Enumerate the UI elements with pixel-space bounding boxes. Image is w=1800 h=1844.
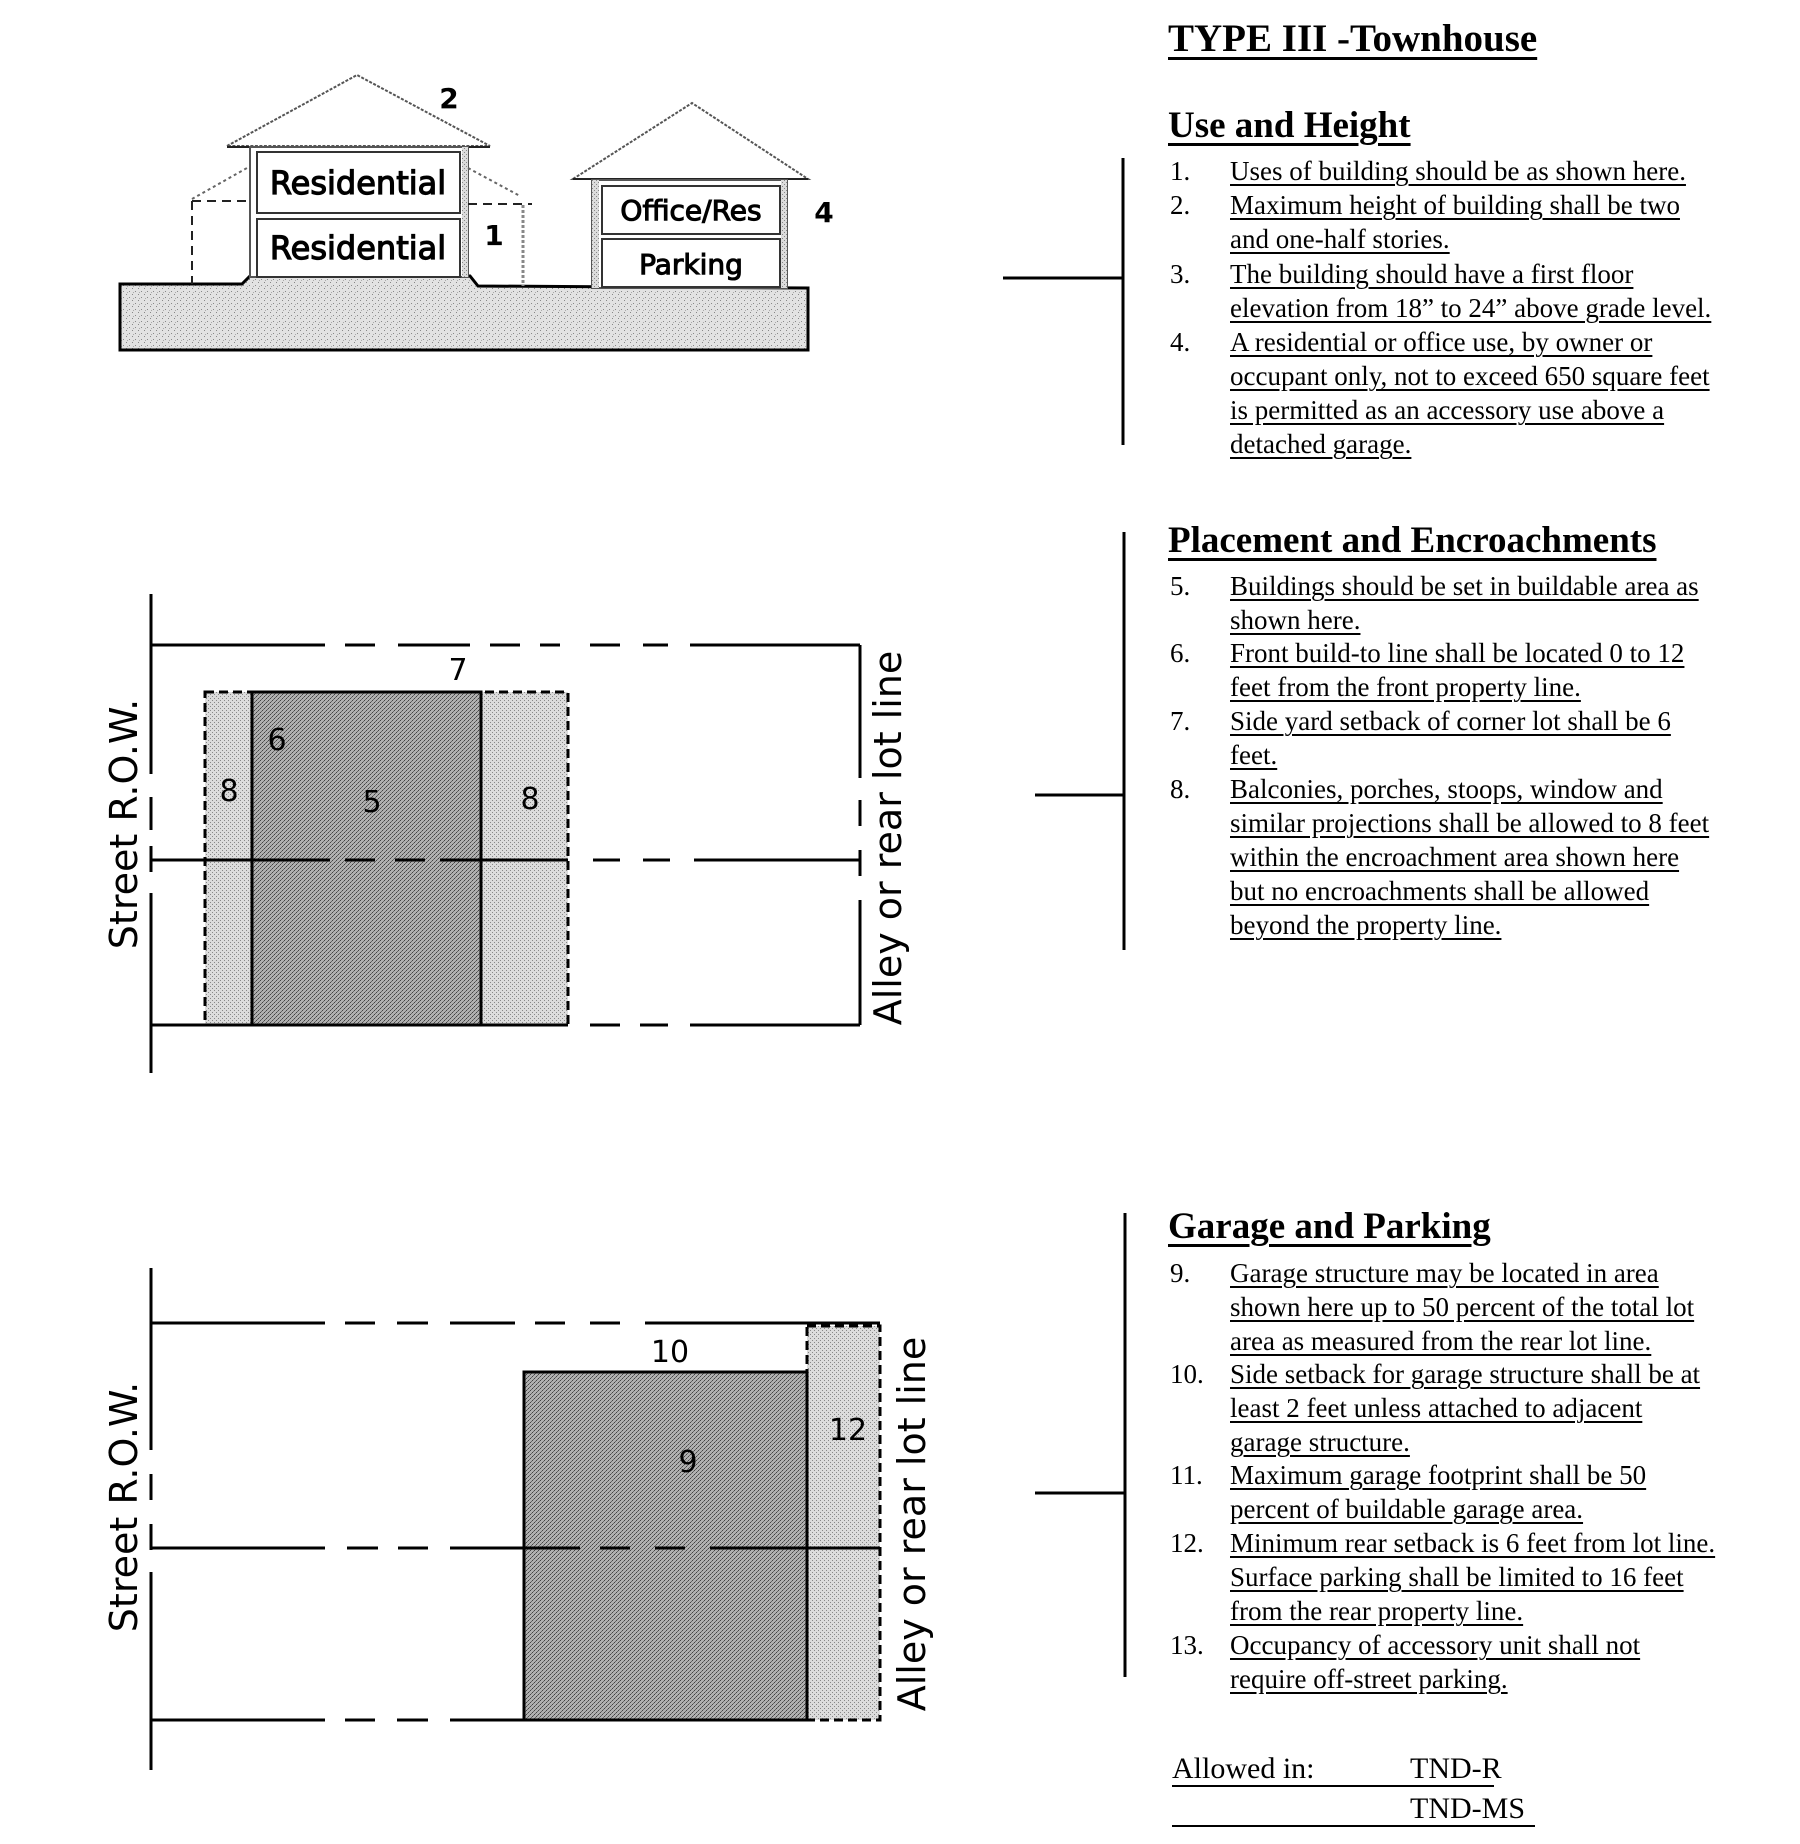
item-text-line: is permitted as an accessory use above a: [1230, 395, 1665, 425]
rear-lot-label: Alley or rear lot line: [866, 650, 910, 1026]
placement-diagram: [102, 594, 910, 1073]
item-text-line: Maximum garage footprint shall be 50: [1230, 1460, 1647, 1490]
item-text-line: area as measured from the rear lot line.: [1230, 1326, 1652, 1356]
item-number: 2.: [1170, 190, 1191, 220]
item-text-line: Surface parking shall be limited to 16 feet: [1230, 1562, 1684, 1592]
item-number: 1.: [1170, 156, 1191, 186]
item-text-line: within the encroachment area shown here: [1230, 842, 1680, 872]
item-number: 13.: [1170, 1630, 1204, 1660]
garage-roof: [573, 103, 808, 179]
callout-10: 10: [650, 1335, 690, 1370]
item-number: 9.: [1170, 1258, 1191, 1288]
rear-setback-area: [807, 1326, 880, 1720]
callout-6: 6: [267, 723, 287, 758]
callout-12: 12: [828, 1413, 868, 1448]
item-text-line: The building should have a first floor: [1230, 259, 1634, 289]
item-text-line: similar projections shall be allowed to 8 feet: [1230, 808, 1710, 838]
item-text-line: Balconies, porches, stoops, window and: [1230, 774, 1663, 804]
item-text-line: percent of buildable garage area.: [1230, 1494, 1584, 1524]
item-number: 11.: [1170, 1460, 1203, 1490]
callout-4: 4: [814, 196, 834, 229]
item-text-line: but no encroachments shall be allowed: [1230, 876, 1650, 906]
item-number: 6.: [1170, 638, 1191, 668]
elevation-diagram: [120, 75, 834, 350]
allowed-label: Allowed in:: [1172, 1752, 1315, 1785]
item-number: 5.: [1170, 571, 1191, 601]
callout-1: 1: [484, 219, 504, 252]
item-text-line: from the rear property line.: [1230, 1596, 1524, 1626]
item-text-line: Side yard setback of corner lot shall be 6: [1230, 706, 1671, 736]
allowed-underline-2: [1172, 1825, 1535, 1827]
item-text-line: detached garage.: [1230, 429, 1412, 459]
item-text-line: A residential or office use, by owner or: [1230, 327, 1653, 357]
item-number: 10.: [1170, 1359, 1204, 1389]
item-text-line: elevation from 18” to 24” above grade level.: [1230, 293, 1712, 323]
allowed-district-2: TND-MS: [1410, 1792, 1526, 1825]
item-number: 4.: [1170, 327, 1191, 357]
item-number: 8.: [1170, 774, 1191, 804]
item-number: 3.: [1170, 259, 1191, 289]
upper-room-label: Residential: [269, 164, 447, 202]
section-heading-placement: Placement and Encroachments: [1168, 520, 1657, 561]
item-text-line: Maximum height of building shall be two: [1230, 190, 1680, 220]
lower-room-label: Residential: [269, 229, 447, 267]
item-text-line: and one-half stories.: [1230, 224, 1450, 254]
item-text-line: Uses of building should be as shown here.: [1230, 156, 1686, 186]
item-text-line: require off-street parking.: [1230, 1664, 1508, 1694]
section-brackets: [1003, 158, 1125, 1677]
item-text-line: shown here.: [1230, 605, 1361, 635]
callout-8-left: 8: [219, 774, 239, 809]
garage-upper-label: Office/Res: [620, 194, 762, 227]
item-text-line: feet.: [1230, 740, 1278, 770]
callout-2: 2: [439, 82, 459, 115]
item-text-line: garage structure.: [1230, 1427, 1410, 1457]
item-text-line: beyond the property line.: [1230, 910, 1502, 940]
rear-lot-label: Alley or rear lot line: [890, 1336, 934, 1712]
item-text-line: shown here up to 50 percent of the total lot: [1230, 1292, 1695, 1322]
garage-diagram: [102, 1268, 934, 1770]
street-row-label: Street R.O.W.: [102, 698, 146, 950]
item-text-line: Side setback for garage structure shall be at: [1230, 1359, 1701, 1389]
section-heading-garage: Garage and Parking: [1168, 1206, 1491, 1247]
callout-5: 5: [362, 785, 382, 820]
garage-lower-label: Parking: [639, 248, 743, 281]
item-number: 12.: [1170, 1528, 1204, 1558]
garage-area: [524, 1372, 807, 1720]
callout-8-right: 8: [520, 782, 540, 817]
item-number: 7.: [1170, 706, 1191, 736]
callout-7: 7: [448, 653, 468, 688]
page-title: TYPE III -Townhouse: [1168, 17, 1538, 60]
item-text-line: Buildings should be set in buildable area as: [1230, 571, 1699, 601]
callout-9: 9: [678, 1445, 698, 1480]
item-text-line: occupant only, not to exceed 650 square feet: [1230, 361, 1710, 391]
item-text-line: Occupancy of accessory unit shall not: [1230, 1630, 1641, 1660]
item-text-line: feet from the front property line.: [1230, 672, 1581, 702]
allowed-district-1: TND-R: [1410, 1752, 1502, 1785]
item-text-line: Minimum rear setback is 6 feet from lot line.: [1230, 1528, 1716, 1558]
street-row-label: Street R.O.W.: [102, 1381, 146, 1633]
item-text-line: Garage structure may be located in area: [1230, 1258, 1659, 1288]
allowed-underline-1: [1172, 1785, 1494, 1787]
section-heading-use-height: Use and Height: [1168, 105, 1411, 146]
item-text-line: least 2 feet unless attached to adjacent: [1230, 1393, 1643, 1423]
item-text-line: Front build-to line shall be located 0 to 12: [1230, 638, 1685, 668]
